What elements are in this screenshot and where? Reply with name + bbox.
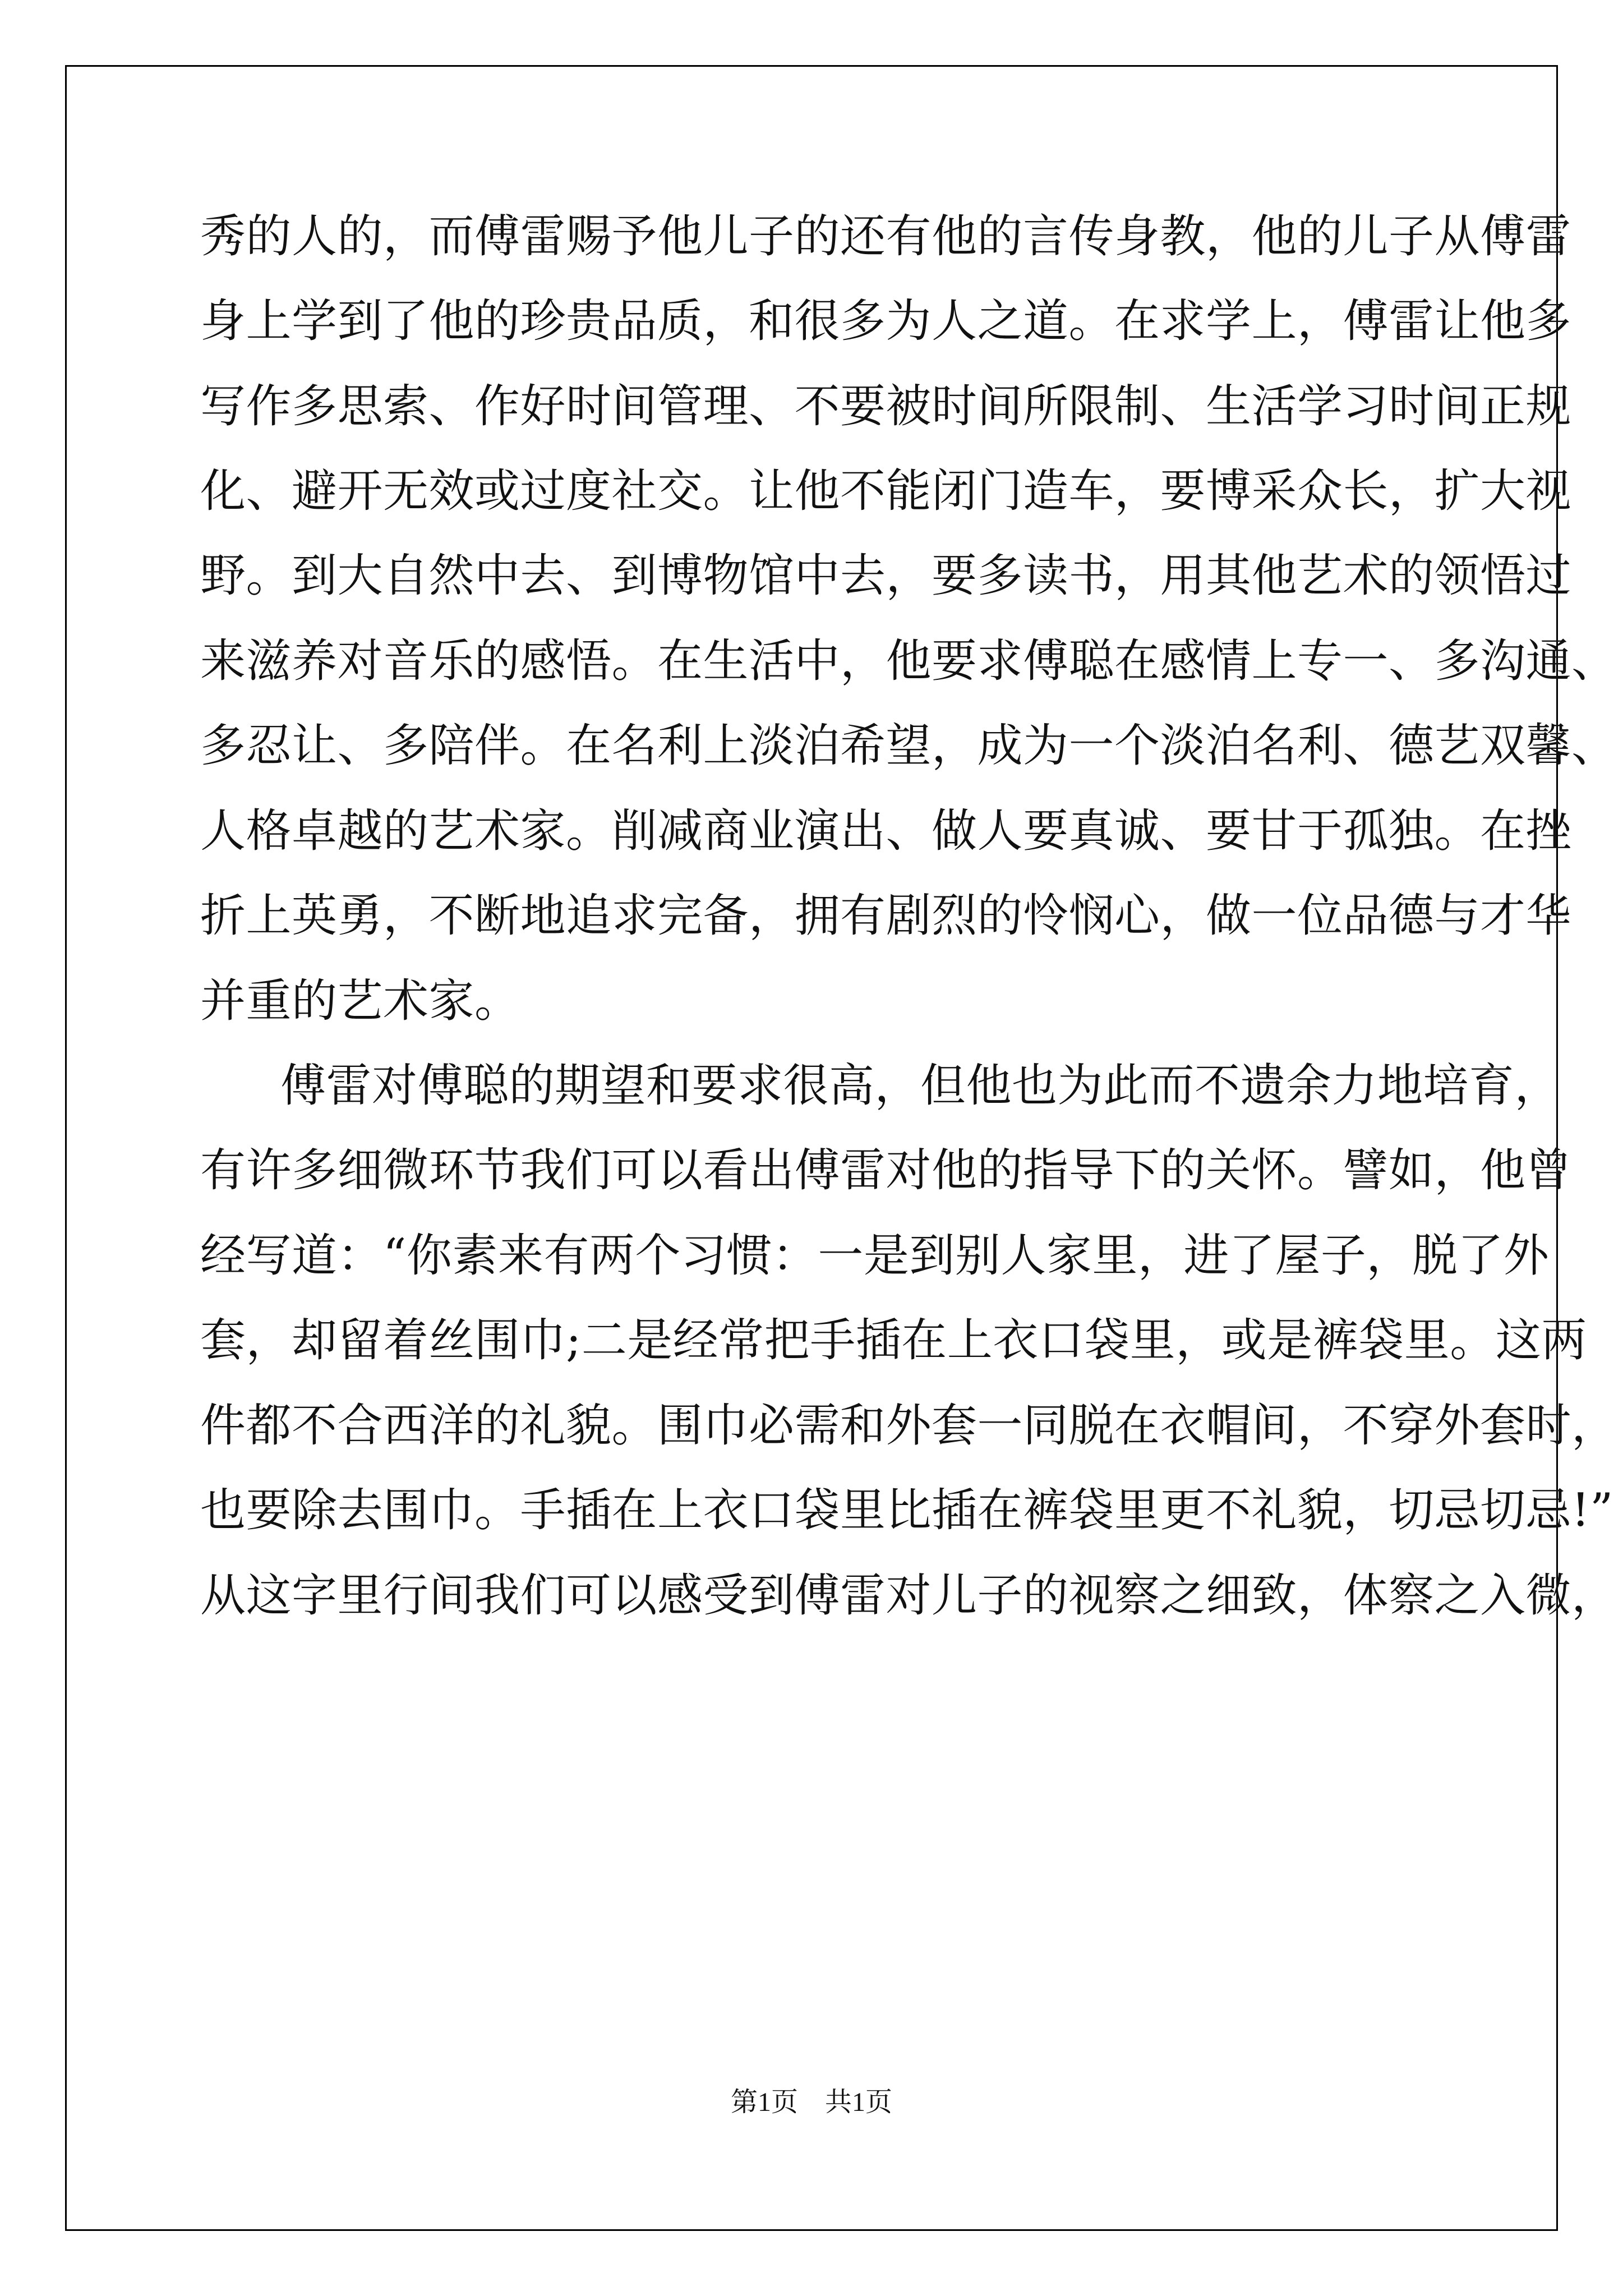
paragraph-first-line: 傅雷对傅聪的期望和要求很高，但他也为此而不遗余力地培育， (280, 1060, 1561, 1112)
text-line: 身上学到了他的珍贵品质，和很多为人之道。在求学上，傅雷让他多 (200, 295, 1572, 348)
text-line: 化、避开无效或过度社交。让他不能闭门造车，要博采众长，扩大视 (200, 465, 1572, 518)
page-total: 共1页 (825, 2087, 893, 2117)
text-line: 人格卓越的艺术家。削减商业演出、做人要真诚、要甘于孤独。在挫 (200, 805, 1572, 858)
text-line: 件都不合西洋的礼貌。围巾必需和外套一同脱在衣帽间，不穿外套时， (200, 1400, 1617, 1452)
text-line: 折上英勇，不断地追求完备，拥有剧烈的怜悯心，做一位品德与才华 (200, 890, 1572, 942)
page-number: 第1页 (730, 2087, 798, 2117)
text-line: 野。到大自然中去、到博物馆中去，要多读书，用其他艺术的领悟过 (200, 550, 1572, 602)
page-footer (0, 2086, 1623, 2119)
text-line: 经写道：“你素来有两个习惯：一是到别人家里，进了屋子，脱了外 (200, 1230, 1550, 1282)
text-line: 从这字里行间我们可以感受到傅雷对儿子的视察之细致，体察之入微， (200, 1570, 1617, 1622)
text-line: 套，却留着丝围巾;二是经常把手插在上衣口袋里，或是裤袋里。这两 (200, 1314, 1587, 1367)
text-line: 并重的艺术家。 (200, 975, 520, 1028)
text-line: 秀的人的，而傅雷赐予他儿子的还有他的言传身教，他的儿子从傅雷 (200, 210, 1572, 263)
text-line: 也要除去围巾。手插在上衣口袋里比插在裤袋里更不礼貌，切忌切忌!” (200, 1484, 1613, 1537)
text-line: 多忍让、多陪伴。在名利上淡泊希望，成为一个淡泊名利、德艺双馨、 (200, 720, 1617, 772)
text-line: 写作多思索、作好时间管理、不要被时间所限制、生活学习时间正规 (200, 380, 1572, 433)
text-line: 有许多细微环节我们可以看出傅雷对他的指导下的关怀。譬如，他曾 (200, 1144, 1572, 1197)
text-line: 来滋养对音乐的感悟。在生活中，他要求傅聪在感情上专一、多沟通、 (200, 635, 1617, 688)
